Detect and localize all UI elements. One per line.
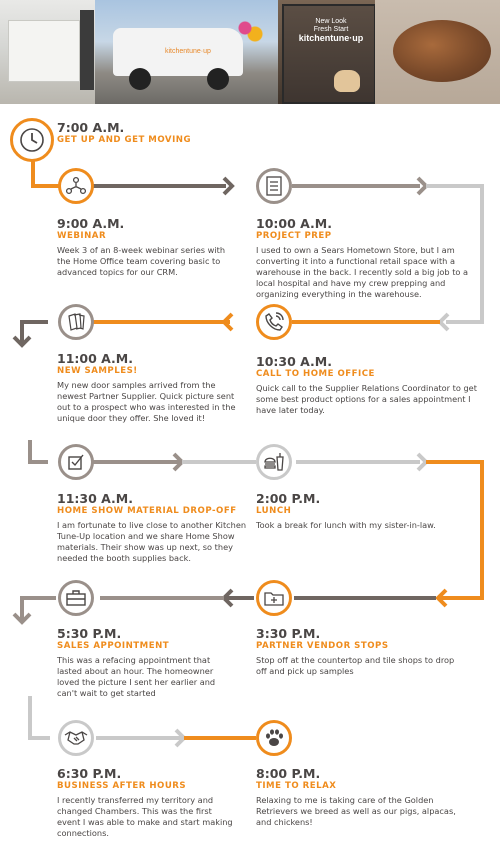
event-desc-9am: Week 3 of an 8-week webinar series with the Home Office team covering basic to advanced topics for our CRM. bbox=[57, 245, 226, 277]
handshake-icon bbox=[58, 720, 94, 756]
phone-icon bbox=[256, 304, 292, 340]
event-time-630pm: 6:30 P.M. bbox=[57, 766, 122, 781]
event-time-330pm: 3:30 P.M. bbox=[256, 626, 321, 641]
checklist-icon bbox=[256, 168, 292, 204]
event-time-530pm: 5:30 P.M. bbox=[57, 626, 122, 641]
checkbox-icon bbox=[58, 444, 94, 480]
people-network-icon bbox=[58, 168, 94, 204]
event-time-9am: 9:00 A.M. bbox=[57, 216, 125, 231]
burger-drink-icon bbox=[256, 444, 292, 480]
event-label-530pm: SALES APPOINTMENT bbox=[57, 641, 170, 651]
event-label-2pm: LUNCH bbox=[256, 506, 292, 516]
event-label-9am: WEBINAR bbox=[57, 231, 107, 241]
event-time-2pm: 2:00 P.M. bbox=[256, 491, 321, 506]
event-label-7am: GET UP AND GET MOVING bbox=[57, 135, 192, 145]
event-desc-530pm: This was a refacing appointment that lasted about an hour. The homeowner loved the picture I sent her earlier and can't wait to get started bbox=[57, 655, 216, 698]
event-label-8pm: TIME TO RELAX bbox=[256, 781, 337, 791]
clock-icon bbox=[10, 118, 54, 162]
event-label-630pm: BUSINESS AFTER HOURS bbox=[57, 781, 187, 791]
event-label-1030am: CALL TO HOME OFFICE bbox=[256, 369, 375, 379]
event-desc-1030am: Quick call to the Supplier Relations Coordinator to get some best product options for a sales appointment I have later today. bbox=[256, 383, 477, 415]
event-time-1030am: 10:30 A.M. bbox=[256, 354, 332, 369]
paw-icon bbox=[256, 720, 292, 756]
event-label-330pm: PARTNER VENDOR STOPS bbox=[256, 641, 389, 651]
event-label-1130am: HOME SHOW MATERIAL DROP-OFF bbox=[57, 506, 237, 516]
event-desc-11am: My new door samples arrived from the newest Partner Supplier. Quick picture sent out to a prospect who was interested in the unique door they offer. She loved it! bbox=[57, 380, 236, 423]
event-time-1130am: 11:30 A.M. bbox=[57, 491, 133, 506]
event-desc-1130am: I am fortunate to live close to another Kitchen Tune-Up location and we share Home Show materials. Their show was up next, so they needed the booth supplies back. bbox=[57, 520, 247, 563]
briefcase-icon bbox=[58, 580, 94, 616]
sign-line-1: New Look bbox=[315, 18, 347, 25]
event-desc-630pm: I recently transferred my territory and changed Chambers. This was the first event I was able to make and start making connections. bbox=[57, 795, 233, 838]
event-desc-2pm: Took a break for lunch with my sister-in-law. bbox=[256, 520, 436, 530]
event-desc-10am: I used to own a Sears Hometown Store, but I am converting it into a functional retail space with a warehouse in the back. I recently sold a big job to a local hospital and have my crew prepping and organizing everything in the warehouse. bbox=[256, 245, 469, 299]
event-desc-330pm: Stop off at the countertop and tile shops to drop off and pick up samples bbox=[256, 655, 455, 676]
truck-brand-text: kitchentune·up bbox=[165, 48, 211, 55]
event-time-10am: 10:00 A.M. bbox=[256, 216, 332, 231]
event-time-7am: 7:00 A.M. bbox=[57, 120, 125, 135]
event-label-10am: PROJECT PREP bbox=[256, 231, 332, 241]
folder-icon bbox=[256, 580, 292, 616]
event-time-8pm: 8:00 P.M. bbox=[256, 766, 321, 781]
sign-brand: kitchentune·up bbox=[298, 33, 364, 43]
event-time-11am: 11:00 A.M. bbox=[57, 351, 133, 366]
event-desc-8pm: Relaxing to me is taking care of the Golden Retrievers we breed as well as our pigs, alpacas, and chickens! bbox=[256, 795, 456, 827]
event-label-11am: NEW SAMPLES! bbox=[57, 366, 138, 376]
sign-line-2: Fresh Start bbox=[313, 26, 349, 33]
samples-icon bbox=[58, 304, 94, 340]
